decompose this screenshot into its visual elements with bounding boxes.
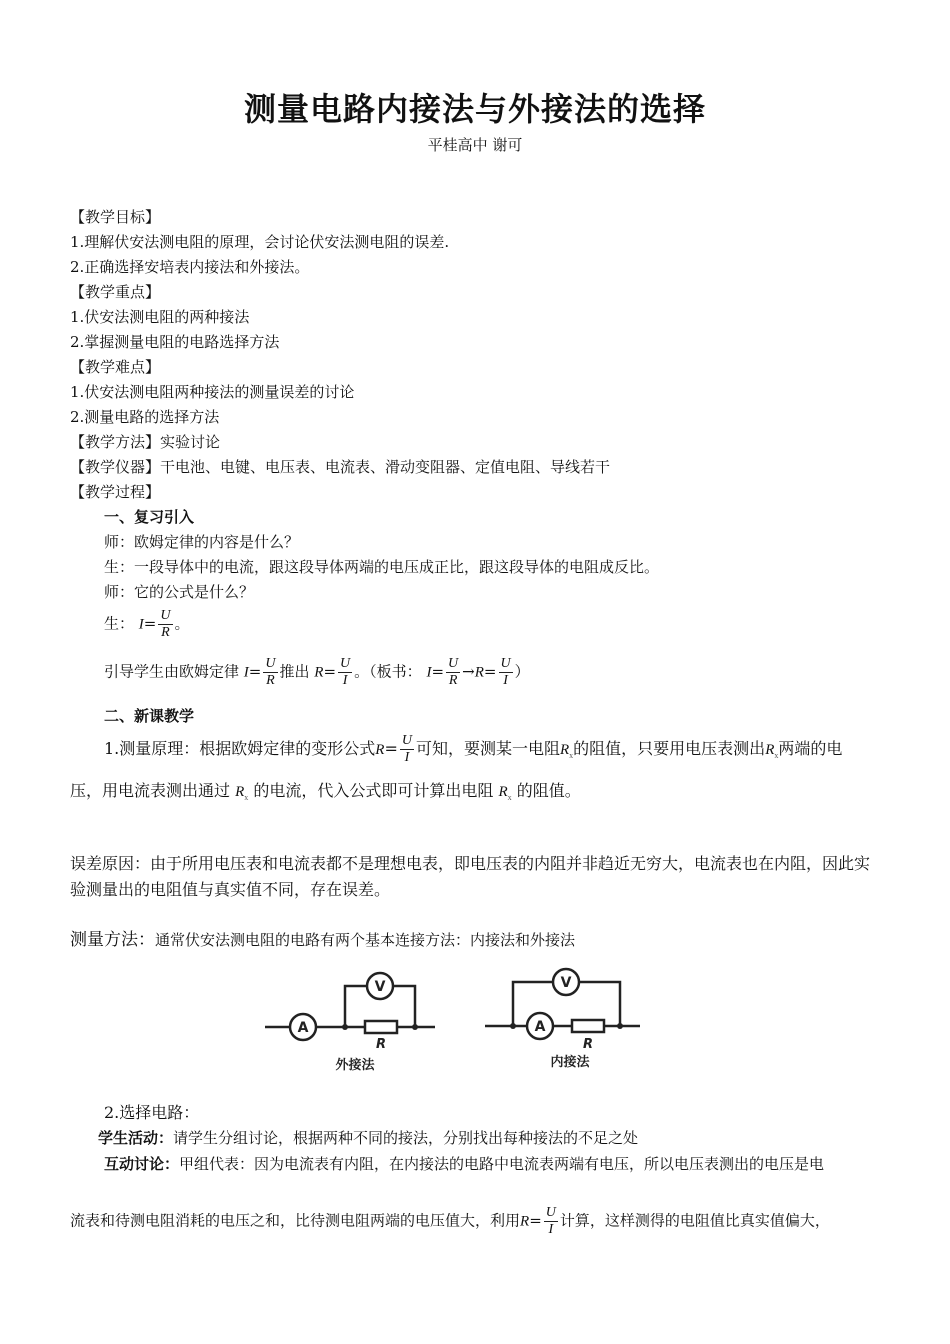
dialog-line: 生：一段导体中的电流，跟这段导体两端的电压成正比，跟这段导体的电阻成反比。 [104, 558, 660, 576]
difficulty-item: 1.伏安法测电阻两种接法的测量误差的讨论 [70, 383, 355, 401]
resistor-label: R [375, 1037, 387, 1052]
key-point-item: 1.伏安法测电阻的两种接法 [70, 308, 250, 326]
principle-line-2: 压，用电流表测出通过 $R_x$ 的电流，代入公式即可计算出电阻 $R_x$ 的阻值。 [70, 781, 581, 802]
difficulty-item: 2.测量电路的选择方法 [70, 408, 220, 426]
fraction-u-over-r: $\frac{U}{R}$ [160, 608, 171, 640]
dialog-line: 师：欧姆定律的内容是什么？ [104, 533, 300, 551]
section2-heading: 二、新课教学 [104, 707, 195, 725]
key-point-item: 2.掌握测量电阻的电路选择方法 [70, 333, 280, 351]
ohm-answer: 生： I= $\frac{U}{R}$ 。 [104, 608, 190, 640]
external-circuit [265, 973, 435, 1040]
voltmeter-label: V [374, 979, 386, 995]
guide-line: 引导学生由欧姆定律 I= $\frac{U}{R}$ 推出 R= $\frac{U}{I}$ 。（板书： I= $\frac{U}{R}$ →R= $\frac{U}{I}$ ） [104, 656, 530, 688]
voltmeter-label: V [560, 975, 572, 991]
student-activity: 学生活动：请学生分组讨论，根据两种不同的接法，分别找出每种接法的不足之处 [98, 1129, 639, 1147]
methods-line: 测量方法：通常伏安法测电阻的电路有两个基本连接方法：内接法和外接法 [70, 930, 576, 950]
error-reason-line: 验测量出的电阻值与真实值不同，存在误差。 [70, 880, 391, 899]
interactive-discussion: 互动讨论：甲组代表：因为电流表有内阻，在内接法的电路中电流表两端有电压，所以电压表测出的电压是电 [104, 1155, 825, 1173]
circuit-diagrams [260, 960, 660, 1080]
internal-caption: 内接法 [550, 1055, 590, 1070]
teaching-instruments: 【教学仪器】干电池、电键、电压表、电流表、滑动变阻器、定值电阻、导线若干 [70, 458, 611, 476]
external-caption: 外接法 [335, 1058, 375, 1073]
ammeter-label: A [297, 1020, 309, 1036]
ammeter-label: A [534, 1019, 546, 1035]
author: 平桂高中 谢可 [427, 136, 523, 154]
objectives-heading: 【教学目标】 [70, 208, 161, 226]
difficulties-heading: 【教学难点】 [70, 358, 161, 376]
page-title: 测量电路内接法与外接法的选择 [243, 90, 706, 128]
objective-item: 1.理解伏安法测电阻的原理，会讨论伏安法测电阻的误差. [70, 233, 450, 251]
key-points-heading: 【教学重点】 [70, 283, 161, 301]
resistor-label: R [582, 1037, 594, 1052]
discussion-continued: 流表和待测电阻消耗的电压之和，比待测电阻两端的电压值大，利用R= $\frac{U}{I}$ 计算，这样测得的电阻值比真实值偏大， [70, 1205, 830, 1237]
dialog-line: 师：它的公式是什么？ [104, 583, 255, 601]
process-heading: 【教学过程】 [70, 483, 161, 501]
principle-line-1: 1.测量原理：根据欧姆定律的变形公式R= $\frac{U}{I}$ 可知，要测某一电阻$R_x$的阻值，只要用电压表测出$R_x$两端的电 [104, 733, 843, 765]
teaching-method: 【教学方法】实验讨论 [70, 433, 221, 451]
error-reason-line: 误差原因：由于所用电压表和电流表都不是理想电表，即电压表的内阻并非趋近无穷大，电流表也在内阻，因此实 [70, 854, 871, 873]
objective-item: 2.正确选择安培表内接法和外接法。 [70, 258, 310, 276]
select-circuit-heading: 2.选择电路： [104, 1103, 200, 1122]
section1-heading: 一、复习引入 [104, 508, 195, 526]
